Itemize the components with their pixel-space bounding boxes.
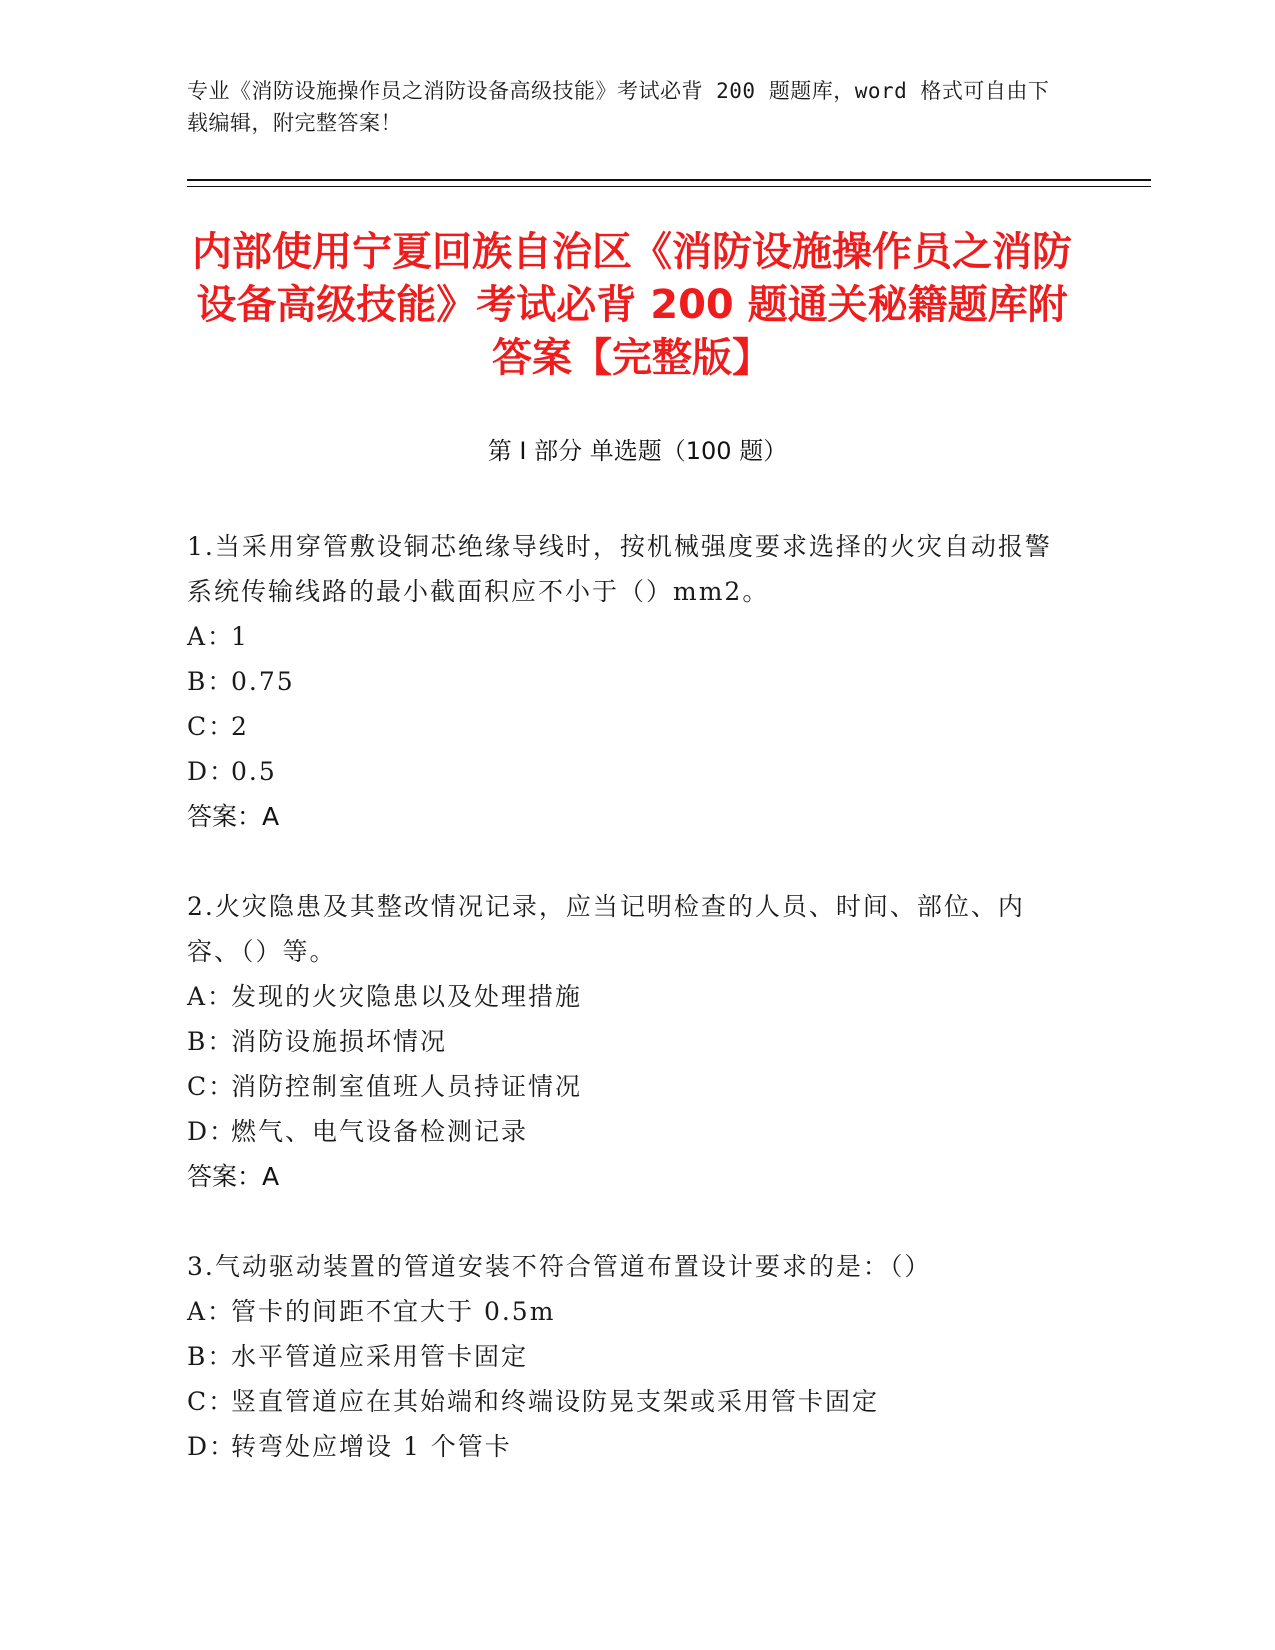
option-a [187,614,1067,659]
option-b [187,1019,1067,1064]
option-key: C： [187,1387,236,1416]
option-key: D： [187,1117,237,1146]
question-stem: 2.火灾隐患及其整改情况记录，应当记明检查的人员、时间、部位、内容、（）等。 [187,892,1025,966]
option-text: 转弯处应增设 1 个管卡 [231,1432,512,1461]
option-d [187,1109,1067,1154]
option-b [187,1334,1067,1379]
option-text: 燃气、电气设备检测记录 [231,1117,529,1146]
option-key: A： [187,622,235,651]
option-key: B： [187,1027,235,1056]
question-stem: 3.气动驱动装置的管道安装不符合管道布置设计要求的是：（） [187,1252,932,1281]
question-1 [187,524,1067,839]
option-text: 管卡的间距不宜大于 0.5m [231,1297,556,1326]
section-heading: 第 I 部分 单选题（100 题） [487,437,788,465]
question-stem: 1.当采用穿管敷设铜芯绝缘导线时，按机械强度要求选择的火灾自动报警系统传输线路的最小截面积应不小于（）mm2。 [187,532,1052,606]
option-key: D： [187,1432,237,1461]
option-text: 1 [231,622,249,651]
option-text: 水平管道应采用管卡固定 [231,1342,529,1371]
option-key: D： [187,757,237,786]
option-b [187,659,1067,704]
header-rule-thin [187,186,1151,187]
option-key: C： [187,712,236,741]
option-text: 2 [231,712,249,741]
question-3 [187,1244,1067,1469]
option-text: 0.5 [231,757,277,786]
option-c [187,1064,1067,1109]
option-key: C： [187,1072,236,1101]
option-key: B： [187,667,235,696]
option-text: 竖直管道应在其始端和终端设防晃支架或采用管卡固定 [231,1387,880,1416]
option-a [187,974,1067,1019]
option-d [187,749,1067,794]
question-list [187,524,1067,1514]
option-a [187,1289,1067,1334]
document-title: 内部使用宁夏回族自治区《消防设施操作员之消防设备高级技能》考试必背 200 题通关秘籍题库附答案【完整版】 [192,229,1072,381]
option-c [187,1379,1067,1424]
option-key: A： [187,982,235,1011]
option-key: A： [187,1297,235,1326]
question-2 [187,884,1067,1199]
answer: 答案：A [187,802,280,831]
option-text: 消防控制室值班人员持证情况 [231,1072,583,1101]
option-text: 0.75 [231,667,295,696]
option-key: B： [187,1342,235,1371]
header-note: 专业《消防设施操作员之消防设备高级技能》考试必背 200 题题库，word 格式可自由下载编辑，附完整答案！ [187,79,1050,135]
option-d [187,1424,1067,1469]
option-text: 发现的火灾隐患以及处理措施 [231,982,583,1011]
option-text: 消防设施损坏情况 [231,1027,448,1056]
option-c [187,704,1067,749]
answer: 答案：A [187,1162,280,1191]
header-rule-thick [187,179,1151,181]
